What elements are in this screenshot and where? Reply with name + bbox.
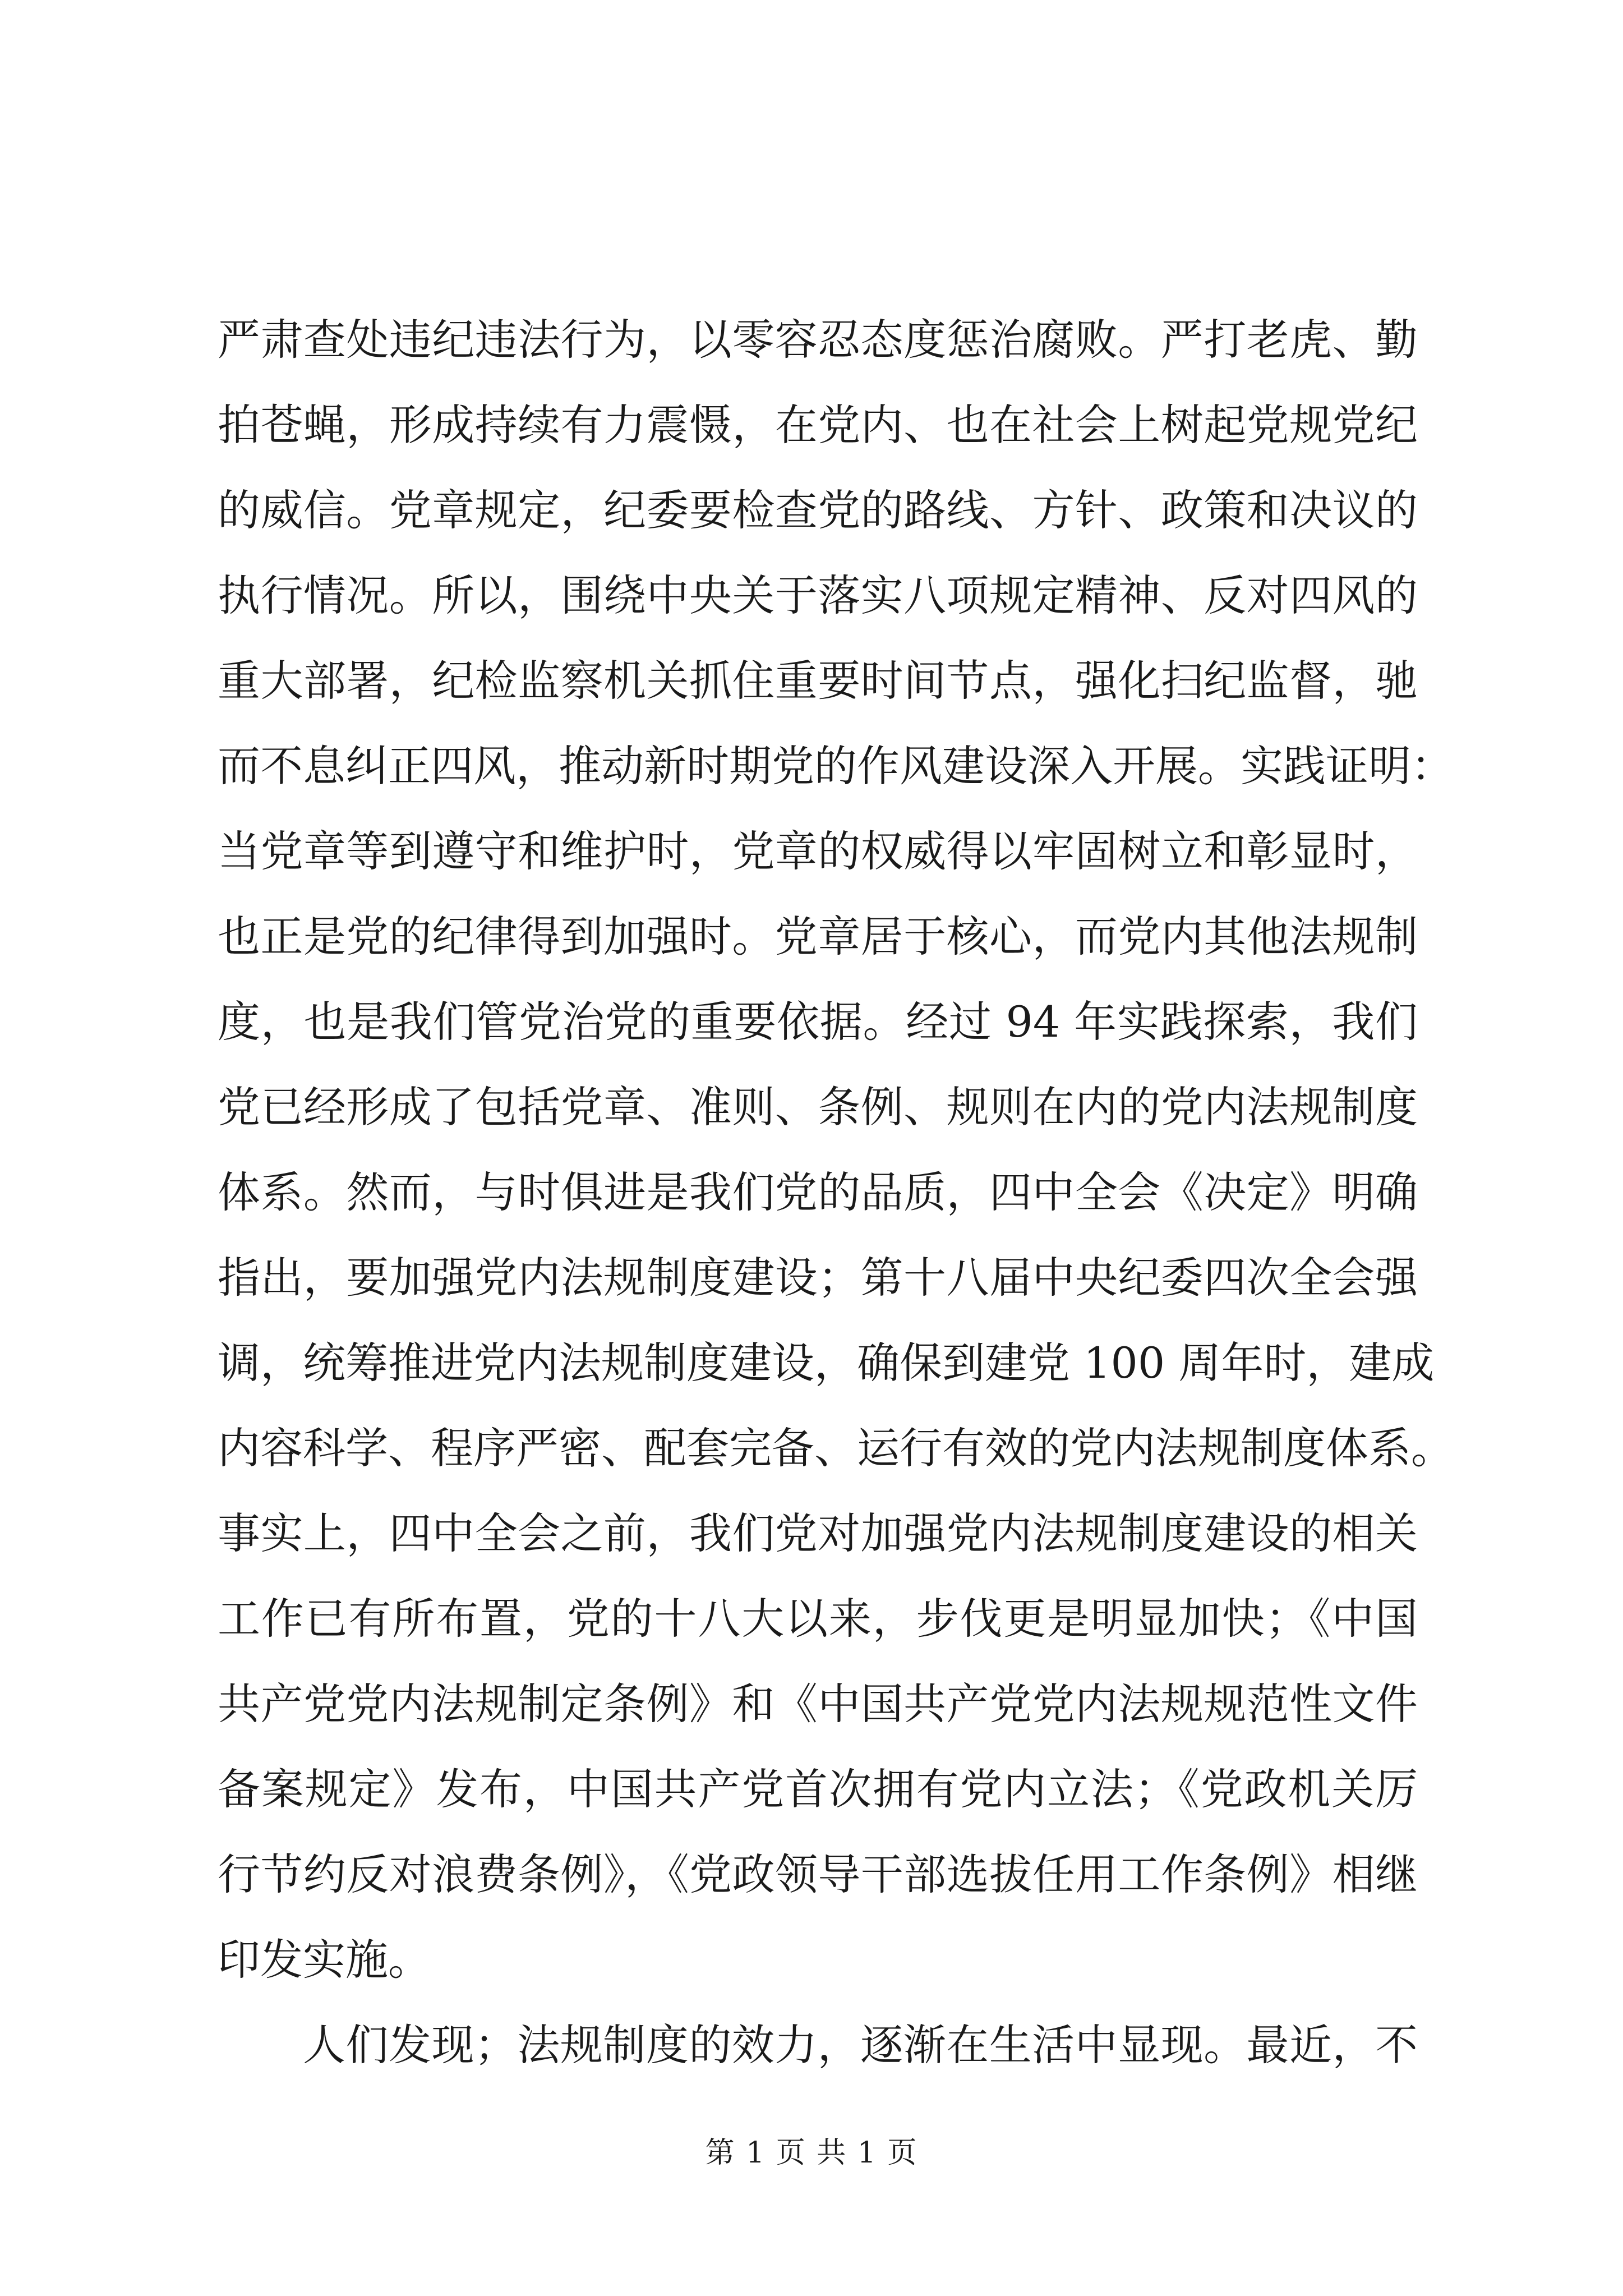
text-line: 备案规定》发布，中国共产党首次拥有党内立法；《党政机关厉 [218,1764,1418,1814]
text-line: 行节约反对浪费条例》，《党政领导干部选拔任用工作条例》相继 [218,1849,1418,1899]
text-line: 事实上，四中全会之前，我们党对加强党内法规制度建设的相关 [218,1508,1418,1558]
text-line: 也正是党的纪律得到加强时。党章居于核心，而党内其他法规制 [218,912,1418,961]
page-footer: 第 1 页 共 1 页 [705,2136,918,2170]
text-line: 印发实施。 [218,1935,431,1985]
text-line: 工作已有所布置，党的十八大以来，步伐更是明显加快；《中国 [218,1594,1418,1644]
paragraph-first-line: 人们发现；法规制度的效力，逐渐在生活中显现。最近，不 [303,2020,1418,2070]
text-line: 重大部署，纪检监察机关抓住重要时间节点，强化扫纪监督，驰 [218,656,1418,706]
text-line: 指出，要加强党内法规制度建设；第十八届中央纪委四次全会强 [218,1253,1418,1303]
text-line: 内容科学、程序严密、配套完备、运行有效的党内法规制度体系。 [218,1423,1454,1473]
text-line: 调，统筹推进党内法规制度建设，确保到建党 100 周年时，建成 [218,1338,1435,1388]
text-line: 度，也是我们管党治党的重要依据。经过 94 年实践探索，我们 [218,997,1418,1047]
text-line: 严肃查处违纪违法行为，以零容忍态度惩治腐败。严打老虎、勤 [218,315,1418,365]
text-line: 而不息纠正四风，推动新时期党的作风建设深入开展。实践证明： [218,741,1454,791]
text-line: 体系。然而，与时俱进是我们党的品质，四中全会《决定》明确 [218,1167,1418,1217]
text-line: 拍苍蝇，形成持续有力震慑，在党内、也在社会上树起党规党纪 [218,400,1418,450]
text-line: 共产党党内法规制定条例》和《中国共产党党内法规规范性文件 [218,1679,1418,1729]
body-text [218,297,1454,2088]
text-line: 当党章等到遵守和维护时，党章的权威得以牢固树立和彰显时， [218,826,1418,876]
text-line: 执行情况。所以，围绕中央关于落实八项规定精神、反对四风的 [218,570,1418,620]
text-line: 的威信。党章规定，纪委要检查党的路线、方针、政策和决议的 [218,485,1418,535]
text-line: 党已经形成了包括党章、准则、条例、规则在内的党内法规制度 [218,1082,1418,1132]
